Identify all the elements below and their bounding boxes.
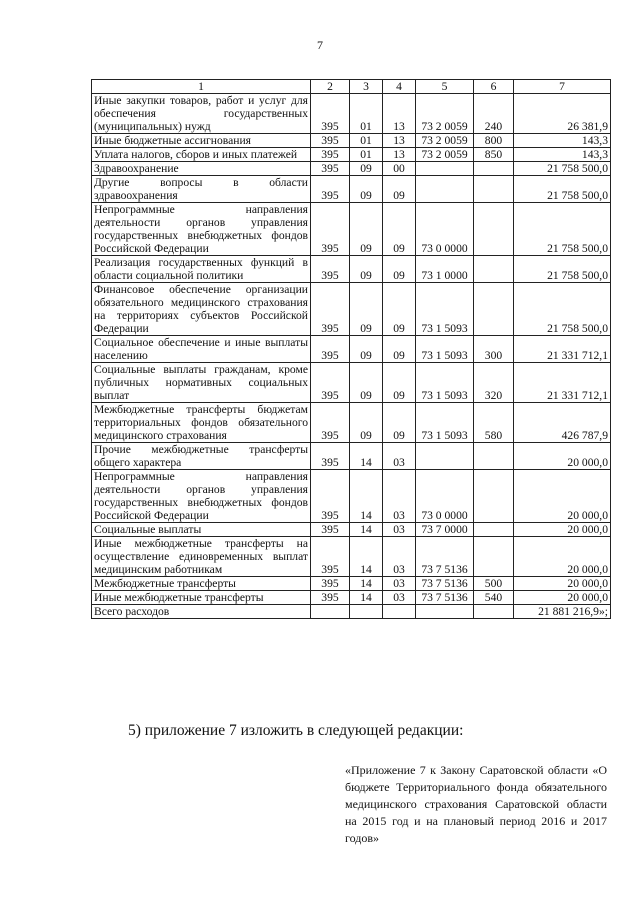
cell-c6: 320 [474, 363, 514, 403]
cell-c4: 09 [383, 176, 416, 203]
cell-c7: 20 000,0 [514, 443, 611, 470]
row-name: Непрограммные направления деятельности органов управления государственных внебюджетных фондов Российской Федерации [92, 470, 311, 523]
page-number: 7 [317, 38, 323, 52]
cell-c5: 73 7 5136 [416, 577, 474, 591]
row-name: Иные межбюджетные трансферты [92, 591, 311, 605]
column-header: 1 [92, 80, 311, 94]
cell-c4: 13 [383, 134, 416, 148]
cell-c4: 00 [383, 162, 416, 176]
cell-c2: 395 [311, 134, 350, 148]
row-name: Прочие межбюджетные трансферты общего характера [92, 443, 311, 470]
cell-c2 [311, 605, 350, 619]
cell-c3: 14 [350, 523, 383, 537]
cell-c4: 13 [383, 94, 416, 134]
cell-c7: 21 758 500,0 [514, 176, 611, 203]
cell-c2: 395 [311, 523, 350, 537]
cell-c5: 73 7 5136 [416, 537, 474, 577]
cell-c5: 73 7 0000 [416, 523, 474, 537]
cell-c5 [416, 605, 474, 619]
cell-c4: 09 [383, 283, 416, 336]
cell-c7: 20 000,0 [514, 523, 611, 537]
cell-c3: 09 [350, 203, 383, 256]
cell-c2: 395 [311, 537, 350, 577]
cell-c4: 13 [383, 148, 416, 162]
table-row [92, 94, 611, 134]
cell-c7: 426 787,9 [514, 403, 611, 443]
column-header: 6 [474, 80, 514, 94]
table-row [92, 403, 611, 443]
cell-c5: 73 0 0000 [416, 470, 474, 523]
cell-c6: 240 [474, 94, 514, 134]
table-row [92, 363, 611, 403]
cell-c3: 14 [350, 577, 383, 591]
row-name: Иные закупки товаров, работ и услуг для обеспечения государственных (муниципальных) нужд [92, 94, 311, 134]
cell-c2: 395 [311, 283, 350, 336]
row-name: Здравоохранение [92, 162, 311, 176]
cell-c6 [474, 443, 514, 470]
table-row [92, 591, 611, 605]
cell-c6 [474, 176, 514, 203]
cell-c6: 580 [474, 403, 514, 443]
cell-c4: 03 [383, 577, 416, 591]
cell-c5: 73 1 5093 [416, 336, 474, 363]
cell-c6: 800 [474, 134, 514, 148]
cell-c6: 500 [474, 577, 514, 591]
cell-c3: 09 [350, 336, 383, 363]
cell-c7: 20 000,0 [514, 577, 611, 591]
row-name: Социальные выплаты гражданам, кроме публичных нормативных социальных выплат [92, 363, 311, 403]
table-row [92, 148, 611, 162]
cell-c6 [474, 605, 514, 619]
cell-c4: 09 [383, 336, 416, 363]
cell-c4: 03 [383, 523, 416, 537]
cell-c3: 09 [350, 283, 383, 336]
cell-c3: 14 [350, 470, 383, 523]
cell-c7: 21 331 712,1 [514, 363, 611, 403]
cell-c7: 20 000,0 [514, 591, 611, 605]
table-row [92, 176, 611, 203]
column-header: 7 [514, 80, 611, 94]
cell-c3 [350, 605, 383, 619]
cell-c3: 09 [350, 256, 383, 283]
cell-c7: 20 000,0 [514, 537, 611, 577]
table-row [92, 443, 611, 470]
cell-c3: 14 [350, 591, 383, 605]
cell-c6 [474, 470, 514, 523]
cell-c4: 03 [383, 537, 416, 577]
cell-c5: 73 2 0059 [416, 134, 474, 148]
cell-c2: 395 [311, 591, 350, 605]
amendment-instruction: 5) приложение 7 изложить в следующей редакции: [128, 722, 464, 739]
cell-c4 [383, 605, 416, 619]
cell-c4: 03 [383, 443, 416, 470]
cell-c4: 09 [383, 403, 416, 443]
cell-c4: 09 [383, 203, 416, 256]
cell-c5: 73 2 0059 [416, 94, 474, 134]
row-name: Финансовое обеспечение организации обязательного медицинского страхования на территориях субъектов Российской Федерации [92, 283, 311, 336]
cell-c7: 26 381,9 [514, 94, 611, 134]
cell-c5: 73 7 5136 [416, 591, 474, 605]
cell-c5: 73 1 5093 [416, 283, 474, 336]
cell-c7: 21 758 500,0 [514, 256, 611, 283]
row-name: Уплата налогов, сборов и иных платежей [92, 148, 311, 162]
cell-c3: 01 [350, 94, 383, 134]
cell-c6: 300 [474, 336, 514, 363]
budget-table [91, 79, 611, 619]
table-row [92, 162, 611, 176]
cell-c2: 395 [311, 470, 350, 523]
cell-c3: 01 [350, 148, 383, 162]
cell-c3: 14 [350, 537, 383, 577]
table-header-row [92, 80, 611, 94]
cell-c7: 21 758 500,0 [514, 283, 611, 336]
cell-c3: 01 [350, 134, 383, 148]
table-row [92, 537, 611, 577]
cell-c4: 09 [383, 256, 416, 283]
cell-c7: 21 331 712,1 [514, 336, 611, 363]
row-name: Межбюджетные трансферты бюджетам территориальных фондов обязательного медицинского страхования [92, 403, 311, 443]
cell-c5 [416, 176, 474, 203]
cell-c2: 395 [311, 94, 350, 134]
cell-c2: 395 [311, 148, 350, 162]
row-name: Социальное обеспечение и иные выплаты населению [92, 336, 311, 363]
cell-c7: 143,3 [514, 148, 611, 162]
cell-c2: 395 [311, 203, 350, 256]
column-header: 2 [311, 80, 350, 94]
cell-c6 [474, 256, 514, 283]
table-row [92, 203, 611, 256]
cell-c2: 395 [311, 162, 350, 176]
row-name: Иные бюджетные ассигнования [92, 134, 311, 148]
table-row [92, 283, 611, 336]
cell-c6 [474, 162, 514, 176]
cell-c5: 73 2 0059 [416, 148, 474, 162]
cell-c5 [416, 162, 474, 176]
cell-c3: 09 [350, 363, 383, 403]
cell-c5 [416, 443, 474, 470]
cell-c5: 73 0 0000 [416, 203, 474, 256]
cell-c2: 395 [311, 403, 350, 443]
cell-c4: 03 [383, 591, 416, 605]
table-row [92, 523, 611, 537]
column-header: 4 [383, 80, 416, 94]
cell-c2: 395 [311, 577, 350, 591]
cell-c6 [474, 537, 514, 577]
cell-c4: 03 [383, 470, 416, 523]
table-row [92, 256, 611, 283]
row-name: Иные межбюджетные трансферты на осуществление единовременных выплат медицинским работникам [92, 537, 311, 577]
row-name: Социальные выплаты [92, 523, 311, 537]
table-row [92, 605, 611, 619]
table-row [92, 470, 611, 523]
row-name: Межбюджетные трансферты [92, 577, 311, 591]
column-header: 5 [416, 80, 474, 94]
cell-c4: 09 [383, 363, 416, 403]
cell-c2: 395 [311, 256, 350, 283]
cell-c7: 21 758 500,0 [514, 162, 611, 176]
cell-c3: 09 [350, 176, 383, 203]
cell-c2: 395 [311, 363, 350, 403]
cell-c3: 14 [350, 443, 383, 470]
cell-c7: 20 000,0 [514, 470, 611, 523]
table-row [92, 336, 611, 363]
cell-c5: 73 1 5093 [416, 363, 474, 403]
cell-c2: 395 [311, 443, 350, 470]
cell-c2: 395 [311, 176, 350, 203]
cell-c6 [474, 523, 514, 537]
table-row [92, 134, 611, 148]
cell-c3: 09 [350, 403, 383, 443]
cell-c6: 540 [474, 591, 514, 605]
cell-c5: 73 1 0000 [416, 256, 474, 283]
cell-c2: 395 [311, 336, 350, 363]
row-name: Другие вопросы в области здравоохранения [92, 176, 311, 203]
cell-c7: 143,3 [514, 134, 611, 148]
row-name: Непрограммные направления деятельности органов управления государственных внебюджетных фондов Российской Федерации [92, 203, 311, 256]
row-name: Реализация государственных функций в области социальной политики [92, 256, 311, 283]
appendix-caption: «Приложение 7 к Закону Саратовской области «О бюджете Территориального фонда обязательного медицинского страхования Саратовской области на 2015 год и на плановый период 2016 и 2017 годов» [345, 763, 607, 845]
cell-c6 [474, 283, 514, 336]
cell-c5: 73 1 5093 [416, 403, 474, 443]
row-name: Всего расходов [92, 605, 311, 619]
cell-c6 [474, 203, 514, 256]
column-header: 3 [350, 80, 383, 94]
cell-c7: 21 881 216,9»; [514, 605, 611, 619]
cell-c3: 09 [350, 162, 383, 176]
cell-c7: 21 758 500,0 [514, 203, 611, 256]
cell-c6: 850 [474, 148, 514, 162]
table-row [92, 577, 611, 591]
